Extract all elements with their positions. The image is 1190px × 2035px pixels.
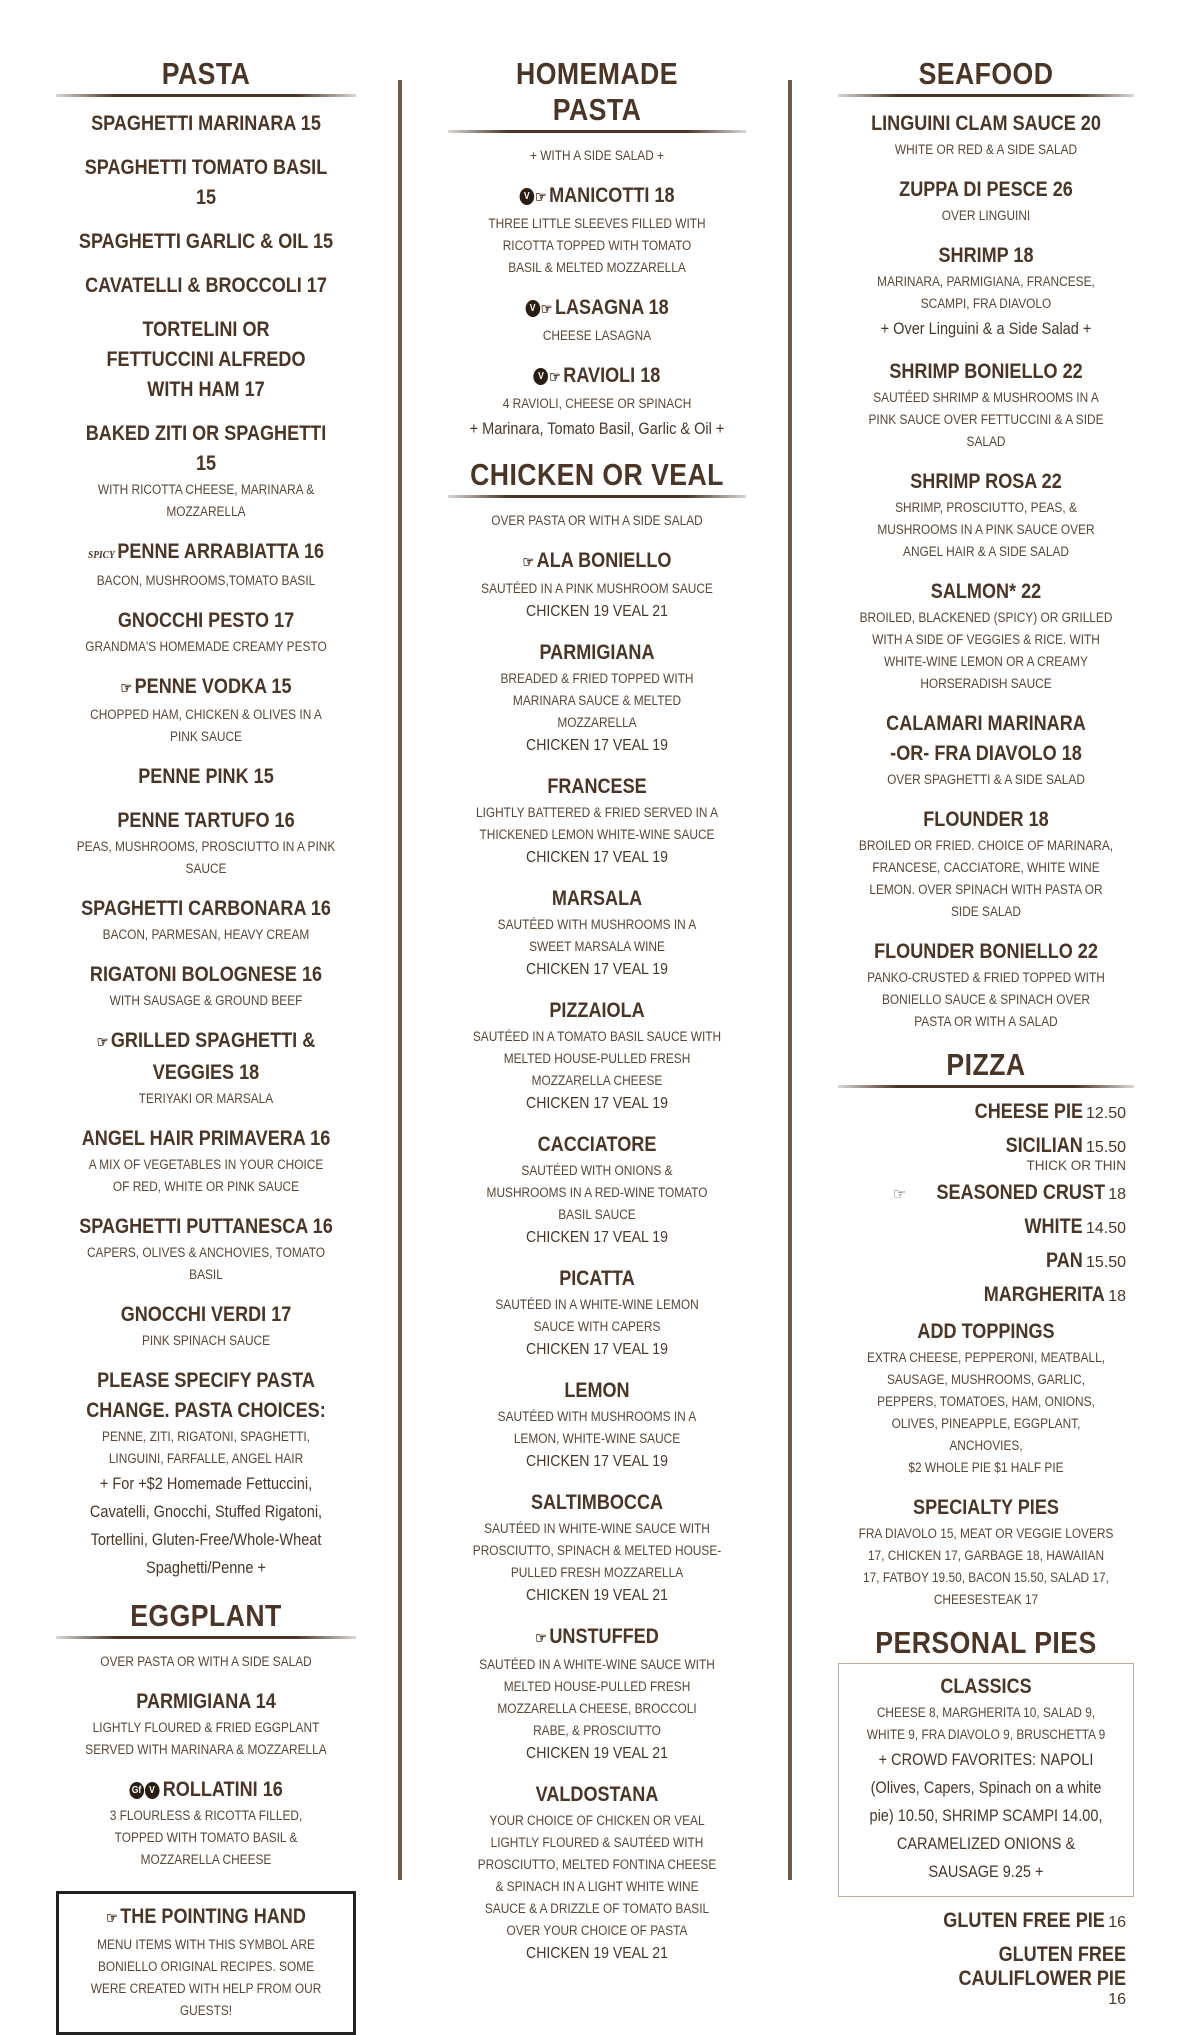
item-name: SPAGHETTI PUTTANESCA 16 (79, 1215, 333, 1238)
menu-item (448, 1264, 746, 1362)
sauce-choices: + Marinara, Tomato Basil, Garlic & Oil + (469, 420, 725, 438)
pizza-option: THICK OR THIN (1026, 1158, 1126, 1173)
menu-item (838, 577, 1134, 695)
section-subtitle (448, 510, 746, 532)
item-description: SAUTÉED IN A TOMATO BASIL SAUCE WITH MELTED HOUSE-PULLED FRESH MOZZARELLA CHEESE (472, 1029, 722, 1088)
toppings-title: ADD TOPPINGS (917, 1320, 1055, 1343)
pizza-name: SEASONED CRUST (936, 1181, 1106, 1204)
pizza-item (838, 1909, 1134, 1933)
item-name: ROLLATINI 16 (162, 1778, 283, 1801)
item-description: 4 RAVIOLI, CHEESE OR SPINACH (502, 396, 692, 411)
pizza-name: CHEESE PIE (974, 1100, 1083, 1123)
legend-title: THE POINTING HAND (120, 1905, 306, 1928)
item-description: CHEESE LASAGNA (542, 328, 652, 343)
column-homemade-chicken (448, 52, 746, 1980)
section-divider (448, 130, 746, 133)
item-name: LINGUINI CLAM SAUCE 20 (871, 112, 1101, 135)
menu-item (56, 762, 356, 792)
menu-item (56, 1026, 356, 1110)
column-divider-left (398, 80, 402, 1880)
item-name-row (469, 361, 725, 393)
item-name: MANICOTTI 18 (549, 184, 675, 207)
item-name-row (77, 672, 335, 704)
pointing-hand-icon: ☞ (534, 189, 547, 206)
item-price: CHICKEN 19 VEAL 21 (526, 603, 668, 620)
menu-item (838, 937, 1134, 1033)
menu-item (56, 153, 356, 213)
menu-item (56, 109, 356, 139)
pizza-item (838, 1181, 1134, 1205)
section-title-seafood: SEAFOOD (918, 56, 1054, 91)
item-name: RIGATONI BOLOGNESE 16 (89, 963, 323, 986)
menu-item (56, 227, 356, 257)
item-description: SAUTÉED IN A WHITE-WINE LEMON SAUCE WITH CAPERS (495, 1297, 699, 1334)
pizza-item (838, 1943, 1134, 2009)
classics-list: CHEESE 8, MARGHERITA 10, SALAD 9, WHITE 9, FRA DIAVOLO 9, BRUSCHETTA 9 (866, 1705, 1106, 1742)
section-divider (838, 1085, 1134, 1088)
item-price: CHICKEN 17 VEAL 19 (526, 1095, 668, 1112)
menu-item (56, 1687, 356, 1761)
item-description: YOUR CHOICE OF CHICKEN OR VEAL LIGHTLY FLOURED & SAUTÉED WITH PROSCIUTTO, MELTED FONTINA CHEESE & SPINACH IN A LIGHT WHITE WINE SAUCE & A DRIZZLE OF TOMATO BASIL OVER YOUR CHOICE OF PASTA (477, 1813, 717, 1938)
item-name-row (469, 181, 725, 213)
item-name: GNOCCHI PESTO 17 (117, 609, 295, 632)
item-name: ALA BONIELLO (536, 549, 672, 572)
item-description: OVER SPAGHETTI & A SIDE SALAD (887, 772, 1085, 787)
toppings (838, 1317, 1134, 1479)
item-name: SHRIMP ROSA 22 (910, 470, 1062, 493)
pizza-item (838, 1249, 1134, 1273)
pointing-hand-icon: ☞ (106, 1910, 118, 1927)
section-title-pasta: PASTA (161, 56, 251, 91)
item-name: SHRIMP BONIELLO 22 (889, 360, 1083, 383)
menu-item (448, 1376, 746, 1474)
toppings-price: $2 WHOLE PIE $1 HALF PIE (908, 1460, 1064, 1475)
homemade-subtitle: + WITH A SIDE SALAD + (529, 148, 665, 163)
section-subtitle (56, 1651, 356, 1673)
menu-item (448, 1130, 746, 1250)
item-name: UNSTUFFED (549, 1625, 659, 1648)
menu-item (838, 241, 1134, 343)
specialty-title: SPECIALTY PIES (913, 1496, 1059, 1519)
pizza-price: 18 (1108, 1288, 1126, 1305)
item-description: SAUTÉED WITH ONIONS & MUSHROOMS IN A RED-WINE TOMATO BASIL SAUCE (486, 1163, 708, 1222)
item-name: LASAGNA 18 (554, 296, 669, 319)
item-description: PANKO-CRUSTED & FRIED TOPPED WITH BONIELLO SAUCE & SPINACH OVER PASTA OR WITH A SALAD (867, 970, 1105, 1029)
pasta-choices: PENNE, ZITI, RIGATONI, SPAGHETTI, LINGUINI, FARFALLE, ANGEL HAIR (102, 1429, 310, 1466)
item-name: PARMIGIANA (539, 641, 655, 664)
menu-item (56, 271, 356, 301)
vegetarian-icon: V (145, 1782, 160, 1799)
pizza-price: 16 (1108, 1914, 1126, 1931)
item-price: CHICKEN 17 VEAL 19 (526, 737, 668, 754)
item-name: CAVATELLI & BROCCOLI 17 (85, 274, 327, 297)
pizza-price: 15.50 (1085, 1254, 1126, 1271)
item-name: GNOCCHI VERDI 17 (120, 1303, 292, 1326)
menu-item (448, 884, 746, 982)
pizza-item (838, 1134, 1134, 1158)
section-title-pizza: PIZZA (946, 1047, 1026, 1082)
item-price: CHICKEN 19 VEAL 21 (526, 1745, 668, 1762)
item-description: SAUTÉED WITH MUSHROOMS IN A SWEET MARSALA WINE (497, 917, 697, 954)
gluten-free-icon: Gf (129, 1782, 144, 1799)
item-name-row (469, 546, 725, 578)
pointing-hand-icon: ☞ (549, 369, 561, 386)
personal-pies-box (838, 1663, 1134, 1897)
item-price: CHICKEN 17 VEAL 19 (526, 1229, 668, 1246)
pointing-hand-icon: ☞ (522, 554, 535, 571)
pizza-name: PAN (1046, 1249, 1083, 1272)
specialty-pies (838, 1493, 1134, 1611)
section-divider (448, 495, 746, 498)
pizza-price: 15.50 (1085, 1139, 1126, 1156)
item-description: PEAS, MUSHROOMS, PROSCIUTTO IN A PINK SAUCE (76, 839, 336, 876)
pointing-hand-icon: ☞ (540, 301, 553, 318)
item-name: SALMON* 22 (930, 580, 1042, 603)
item-name: PENNE PINK 15 (138, 765, 274, 788)
item-description: SAUTÉED IN A PINK MUSHROOM SAUCE (481, 581, 713, 596)
item-description: BACON, MUSHROOMS,TOMATO BASIL (96, 573, 316, 588)
classics-title: CLASSICS (940, 1675, 1032, 1698)
pizza-price: 18 (1108, 1186, 1126, 1203)
vegetarian-icon: V (525, 300, 540, 317)
item-description: WITH SAUSAGE & GROUND BEEF (109, 993, 303, 1008)
pizza-item (838, 1100, 1134, 1124)
item-price: CHICKEN 17 VEAL 19 (526, 961, 668, 978)
menu-item (448, 772, 746, 870)
item-name: FLOUNDER 18 (923, 808, 1049, 831)
menu-item (838, 357, 1134, 453)
toppings-list: EXTRA CHEESE, PEPPERONI, MEATBALL, SAUSAGE, MUSHROOMS, GARLIC, PEPPERS, TOMATOES, HAM, ONIONS, OLIVES, PINEAPPLE, EGGPLANT, ANCHOVIES, (866, 1350, 1106, 1453)
item-name-row (469, 293, 725, 325)
pointing-hand-legend (56, 1891, 356, 2035)
vegetarian-icon: V (519, 188, 534, 205)
eggplant-subtitle: OVER PASTA OR WITH A SIDE SALAD (100, 1654, 312, 1669)
item-description: OVER LINGUINI (941, 208, 1031, 223)
item-description: SAUTÉED IN A WHITE-WINE SAUCE WITH MELTED HOUSE-PULLED FRESH MOZZARELLA CHEESE, BROCCOLI RABE, & PROSCIUTTO (479, 1657, 715, 1738)
item-name: ZUPPA DI PESCE 26 (899, 178, 1073, 201)
menu-item (838, 175, 1134, 227)
item-name: SPAGHETTI CARBONARA 16 (81, 897, 331, 920)
column-divider-right (788, 80, 792, 1880)
pasta-upgrade-note: + For +$2 Homemade Fettuccini, Cavatelli, Gnocchi, Stuffed Rigatoni, Tortellini, Gluten-Free/Whole-Wheat Spaghetti/Penne + (89, 1475, 323, 1577)
item-description: WITH RICOTTA CHEESE, MARINARA & MOZZARELLA (97, 482, 315, 519)
menu-item (56, 672, 356, 748)
pizza-name: MARGHERITA (984, 1283, 1106, 1306)
item-name: SHRIMP 18 (938, 244, 1034, 267)
column-seafood-pizza (838, 52, 1134, 2019)
item-name: ANGEL HAIR PRIMAVERA 16 (81, 1127, 331, 1150)
section-divider (56, 1636, 356, 1639)
pizza-price: 16 (1108, 1991, 1126, 2008)
pizza-name: SICILIAN (1005, 1134, 1083, 1157)
menu-item (56, 1124, 356, 1198)
item-description: CHOPPED HAM, CHICKEN & OLIVES IN A PINK SAUCE (90, 707, 322, 744)
item-name-row (469, 1622, 725, 1654)
menu-item (838, 467, 1134, 563)
item-name: PARMIGIANA 14 (136, 1690, 276, 1713)
spicy-icon: SPICY (87, 549, 115, 561)
pizza-item (838, 1283, 1134, 1307)
item-name: PENNE VODKA 15 (134, 675, 292, 698)
item-description: SAUTÉED WITH MUSHROOMS IN A LEMON, WHITE-WINE SAUCE (497, 1409, 697, 1446)
item-name: RAVIOLI 18 (563, 364, 661, 387)
item-description: GRANDMA'S HOMEMADE CREAMY PESTO (85, 639, 327, 654)
item-price: CHICKEN 17 VEAL 19 (526, 1341, 668, 1358)
pizza-name: GLUTEN FREE PIE (943, 1909, 1106, 1932)
item-description: LIGHTLY BATTERED & FRIED SERVED IN A THICKENED LEMON WHITE-WINE SAUCE (475, 805, 719, 842)
item-description: 3 FLOURLESS & RICOTTA FILLED, TOPPED WITH TOMATO BASIL & MOZZARELLA CHEESE (109, 1808, 303, 1867)
item-name: PENNE TARTUFO 16 (117, 809, 295, 832)
section-divider (838, 94, 1134, 97)
pizza-item (838, 1215, 1134, 1239)
menu-item (56, 806, 356, 880)
menu-item (56, 1212, 356, 1286)
item-description: WHITE OR RED & A SIDE SALAD (894, 142, 1078, 157)
item-description: CAPERS, OLIVES & ANCHOVIES, TOMATO BASIL (86, 1245, 326, 1282)
menu-item (838, 709, 1134, 791)
pointing-hand-icon: ☞ (535, 1630, 547, 1647)
menu-item (448, 546, 746, 624)
crowd-favorites: + CROWD FAVORITES: NAPOLI (Olives, Capers, Spinach on a white pie) 10.50, SHRIMP SCAMPI 14.00, CARAMELIZED ONIONS & SAUSAGE 9.25 + (869, 1751, 1103, 1881)
menu-item (448, 996, 746, 1116)
menu-item (448, 1488, 746, 1608)
menu-item (448, 1780, 746, 1966)
menu-item (56, 894, 356, 946)
item-name: MARSALA (551, 887, 643, 910)
item-description: A MIX OF VEGETABLES IN YOUR CHOICE OF RED, WHITE OR PINK SAUCE (88, 1157, 324, 1194)
chicken-subtitle: OVER PASTA OR WITH A SIDE SALAD (491, 513, 703, 528)
menu-item (448, 181, 746, 279)
pasta-change (56, 1366, 356, 1582)
menu-item (56, 537, 356, 592)
item-name: FLOUNDER BONIELLO 22 (874, 940, 1098, 963)
item-price: CHICKEN 19 VEAL 21 (526, 1587, 668, 1604)
seafood-serving-note: + Over Linguini & a Side Salad + (880, 320, 1092, 338)
pizza-name: GLUTEN FREE CAULIFLOWER PIE (958, 1943, 1126, 1990)
pizza-price: 12.50 (1085, 1105, 1126, 1122)
item-name: TORTELINI OR FETTUCCINI ALFREDO WITH HAM 17 (106, 318, 306, 401)
item-description: BACON, PARMESAN, HEAVY CREAM (102, 927, 310, 942)
item-description: BROILED OR FRIED. CHOICE OF MARINARA, FRANCESE, CACCIATORE, WHITE WINE LEMON. OVER SPINACH WITH PASTA OR SIDE SALAD (858, 838, 1114, 919)
item-price: CHICKEN 17 VEAL 19 (526, 849, 668, 866)
item-description: BROILED, BLACKENED (SPICY) OR GRILLED WITH A SIDE OF VEGGIES & RICE. WITH WHITE-WINE LEMON OR A CREAMY HORSERADISH SAUCE (859, 610, 1113, 691)
item-name: CALAMARI MARINARA -OR- FRA DIAVOLO 18 (886, 712, 1086, 765)
item-description: SHRIMP, PROSCIUTTO, PEAS, & MUSHROOMS IN A PINK SAUCE OVER ANGEL HAIR & A SIDE SALAD (877, 500, 1095, 559)
specialty-list: FRA DIAVOLO 15, MEAT OR VEGGIE LOVERS 17, CHICKEN 17, GARBAGE 18, HAWAIIAN 17, FATBOY 19.50, BACON 15.50, SALAD 17, CHEESESTEAK 17 (858, 1526, 1114, 1607)
item-name: FRANCESE (547, 775, 647, 798)
item-name: CACCIATORE (537, 1133, 657, 1156)
menu-item (56, 1775, 356, 1871)
item-name: PENNE ARRABIATTA 16 (117, 540, 325, 563)
item-name: GRILLED SPAGHETTI & VEGGIES 18 (110, 1029, 316, 1084)
menu-item (448, 1622, 746, 1766)
item-description: TERIYAKI OR MARSALA (138, 1091, 274, 1106)
legend-title-row (88, 1902, 324, 1934)
section-divider (56, 94, 356, 97)
item-description: BREADED & FRIED TOPPED WITH MARINARA SAUCE & MELTED MOZZARELLA (500, 671, 694, 730)
menu-item (56, 419, 356, 523)
item-name: SPAGHETTI GARLIC & OIL 15 (78, 230, 334, 253)
column-pasta (56, 52, 356, 2035)
pizza-price: 14.50 (1085, 1220, 1126, 1237)
item-name: LEMON (564, 1379, 630, 1402)
pizza-name: WHITE (1024, 1215, 1083, 1238)
item-description: LIGHTLY FLOURED & FRIED EGGPLANT SERVED WITH MARINARA & MOZZARELLA (85, 1720, 327, 1757)
menu-item (448, 638, 746, 758)
pointing-hand-icon: ☞ (892, 1186, 907, 1203)
item-name-row (77, 1775, 335, 1805)
item-name: BAKED ZITI OR SPAGHETTI 15 (85, 422, 327, 475)
item-description: SAUTÉED IN WHITE-WINE SAUCE WITH PROSCIUTTO, SPINACH & MELTED HOUSE-PULLED FRESH MOZZARELLA (472, 1521, 722, 1580)
item-description: PINK SPINACH SAUCE (141, 1333, 271, 1348)
item-name: PIZZAIOLA (549, 999, 645, 1022)
section-title-eggplant: EGGPLANT (130, 1598, 282, 1633)
menu-item (448, 293, 746, 347)
section-title-personal-pies: PERSONAL PIES (875, 1625, 1097, 1660)
pointing-hand-icon: ☞ (120, 680, 133, 697)
item-price: CHICKEN 19 VEAL 21 (526, 1945, 668, 1962)
menu-item (838, 109, 1134, 161)
item-name-row (77, 1026, 335, 1088)
item-name: SPAGHETTI TOMATO BASIL 15 (84, 156, 328, 209)
menu-item (838, 805, 1134, 923)
vegetarian-icon: V (534, 368, 549, 385)
item-name: SPAGHETTI MARINARA 15 (91, 112, 321, 135)
menu-item (56, 606, 356, 658)
pasta-change-title: PLEASE SPECIFY PASTA CHANGE. PASTA CHOICES: (86, 1369, 326, 1422)
item-name: PICATTA (559, 1267, 635, 1290)
item-name: SALTIMBOCCA (530, 1491, 664, 1514)
item-name-row (77, 537, 335, 570)
pointing-hand-icon: ☞ (96, 1034, 109, 1051)
section-title-homemade-pasta: HOMEMADE PASTA (516, 56, 678, 127)
item-name: VALDOSTANA (535, 1783, 659, 1806)
legend-text: MENU ITEMS WITH THIS SYMBOL ARE BONIELLO ORIGINAL RECIPES. SOME WERE CREATED WITH HELP FROM OUR GUESTS! (90, 1937, 322, 2018)
menu-item (448, 361, 746, 443)
item-description: MARINARA, PARMIGIANA, FRANCESE, SCAMPI, FRA DIAVOLO (877, 274, 1095, 311)
item-description: THREE LITTLE SLEEVES FILLED WITH RICOTTA TOPPED WITH TOMATO BASIL & MELTED MOZZARELLA (488, 216, 706, 275)
section-subtitle (448, 145, 746, 167)
menu-item (56, 315, 356, 405)
item-description: SAUTÉED SHRIMP & MUSHROOMS IN A PINK SAUCE OVER FETTUCCINI & A SIDE SALAD (868, 390, 1104, 449)
menu-item (56, 1300, 356, 1352)
section-title-chicken-or-veal: CHICKEN OR VEAL (470, 457, 724, 492)
item-price: CHICKEN 17 VEAL 19 (526, 1453, 668, 1470)
menu-item (56, 960, 356, 1012)
